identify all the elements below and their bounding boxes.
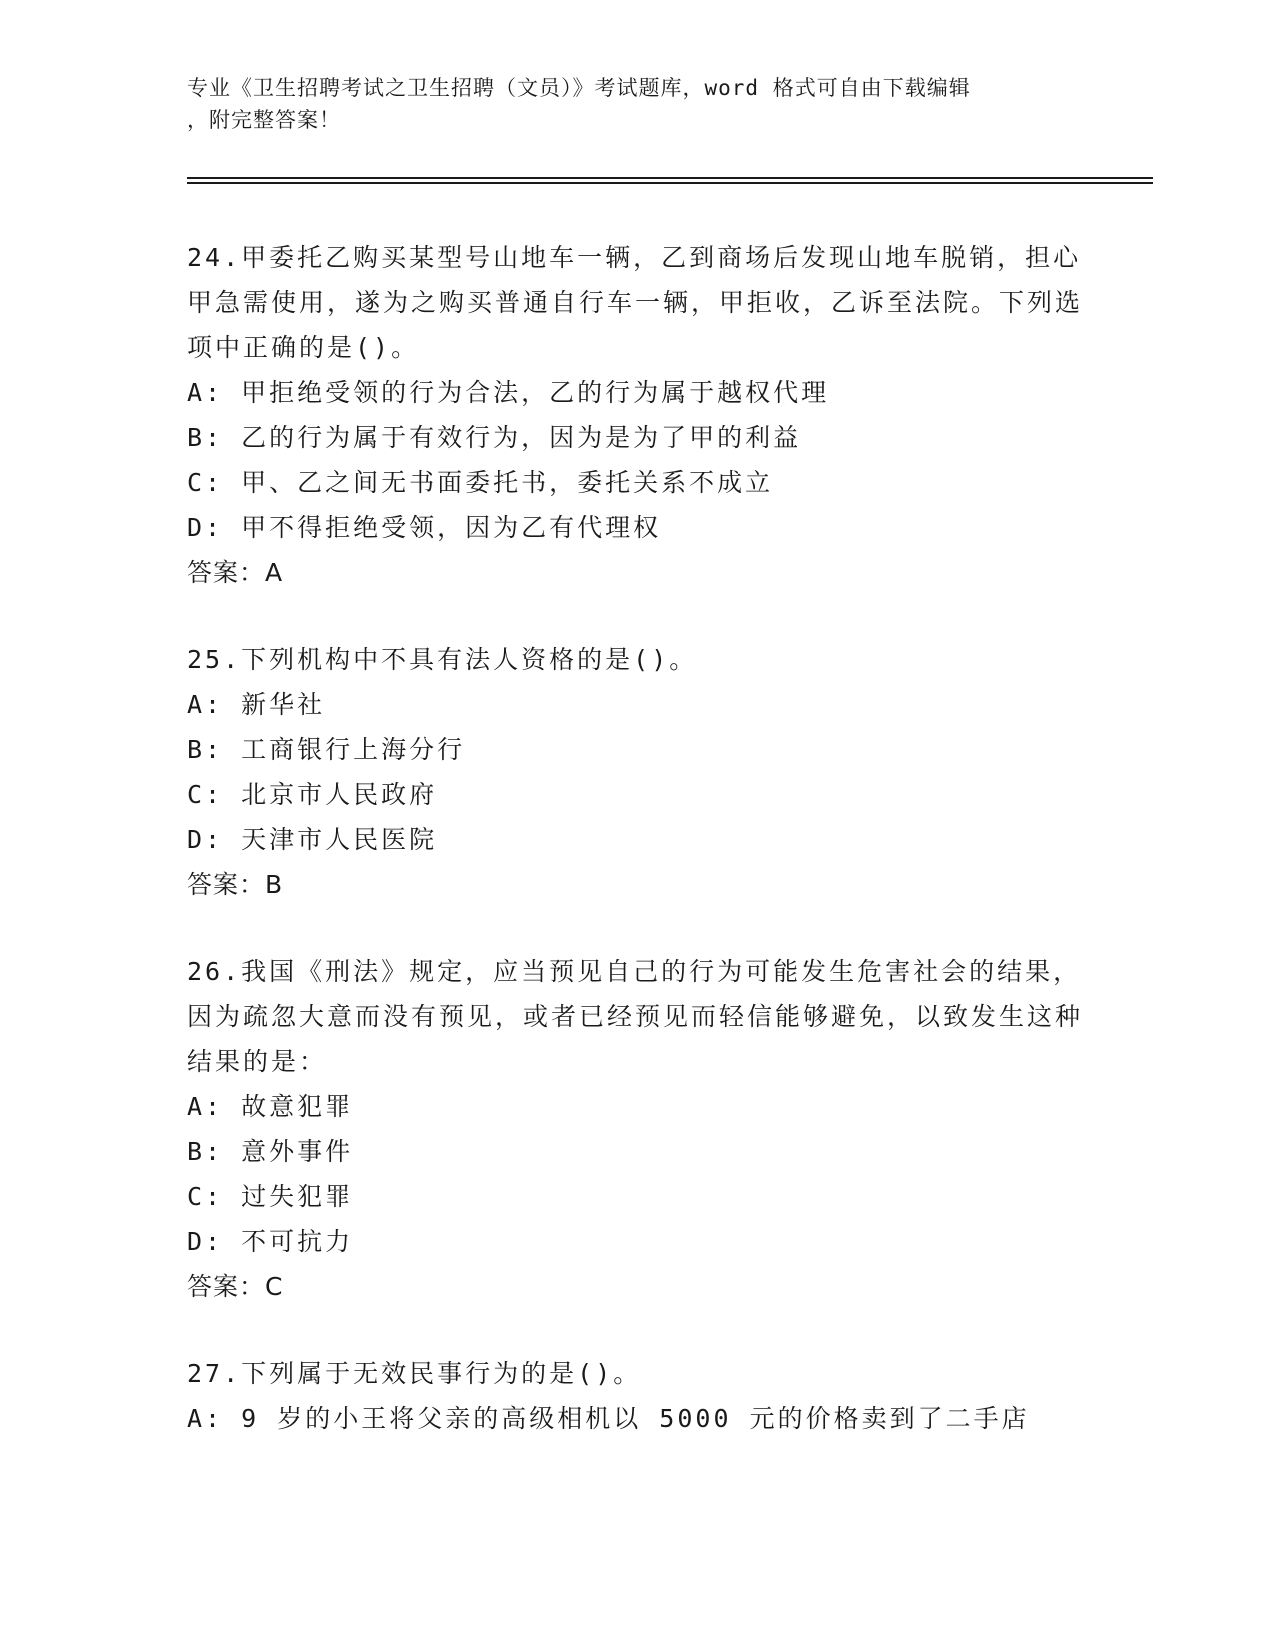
header-divider-bottom [187, 182, 1153, 184]
question-list [187, 235, 1087, 1483]
option-d: D: 甲不得拒绝受领，因为乙有代理权 [187, 513, 662, 542]
question-stem: 27.下列属于无效民事行为的是()。 [187, 1359, 642, 1388]
answer: 答案：A [187, 558, 284, 587]
header-title-line1: 专业《卫生招聘考试之卫生招聘（文员）》考试题库，word 格式可自由下载编辑 [187, 76, 971, 100]
answer: 答案：B [187, 870, 284, 899]
header-title-line2: ，附完整答案！ [187, 108, 341, 132]
document-header [187, 72, 1067, 136]
option-b: B: 乙的行为属于有效行为，因为是为了甲的利益 [187, 423, 802, 452]
question-stem: 25.下列机构中不具有法人资格的是()。 [187, 645, 698, 674]
option-c: C: 过失犯罪 [187, 1182, 354, 1211]
question-27 [187, 1351, 1087, 1441]
option-c: C: 甲、乙之间无书面委托书，委托关系不成立 [187, 468, 774, 497]
question-26 [187, 949, 1087, 1309]
header-divider-top [187, 177, 1153, 179]
option-b: B: 意外事件 [187, 1137, 354, 1166]
question-stem: 24.甲委托乙购买某型号山地车一辆，乙到商场后发现山地车脱销，担心甲急需使用，遂为之购买普通自行车一辆，甲拒收，乙诉至法院。下列选项中正确的是()。 [187, 243, 1084, 362]
question-24 [187, 235, 1087, 595]
question-stem: 26.我国《刑法》规定，应当预见自己的行为可能发生危害社会的结果，因为疏忽大意而没有预见，或者已经预见而轻信能够避免，以致发生这种结果的是： [187, 957, 1084, 1076]
option-b: B: 工商银行上海分行 [187, 735, 466, 764]
option-c: C: 北京市人民政府 [187, 780, 438, 809]
option-d: D: 天津市人民医院 [187, 825, 438, 854]
question-25 [187, 637, 1087, 907]
option-a: A: 故意犯罪 [187, 1092, 354, 1121]
option-a: A: 新华社 [187, 690, 326, 719]
option-a: A: 9 岁的小王将父亲的高级相机以 5000 元的价格卖到了二手店 [187, 1404, 1030, 1433]
option-a: A: 甲拒绝受领的行为合法，乙的行为属于越权代理 [187, 378, 830, 407]
option-d: D: 不可抗力 [187, 1227, 354, 1256]
answer: 答案：C [187, 1272, 284, 1301]
